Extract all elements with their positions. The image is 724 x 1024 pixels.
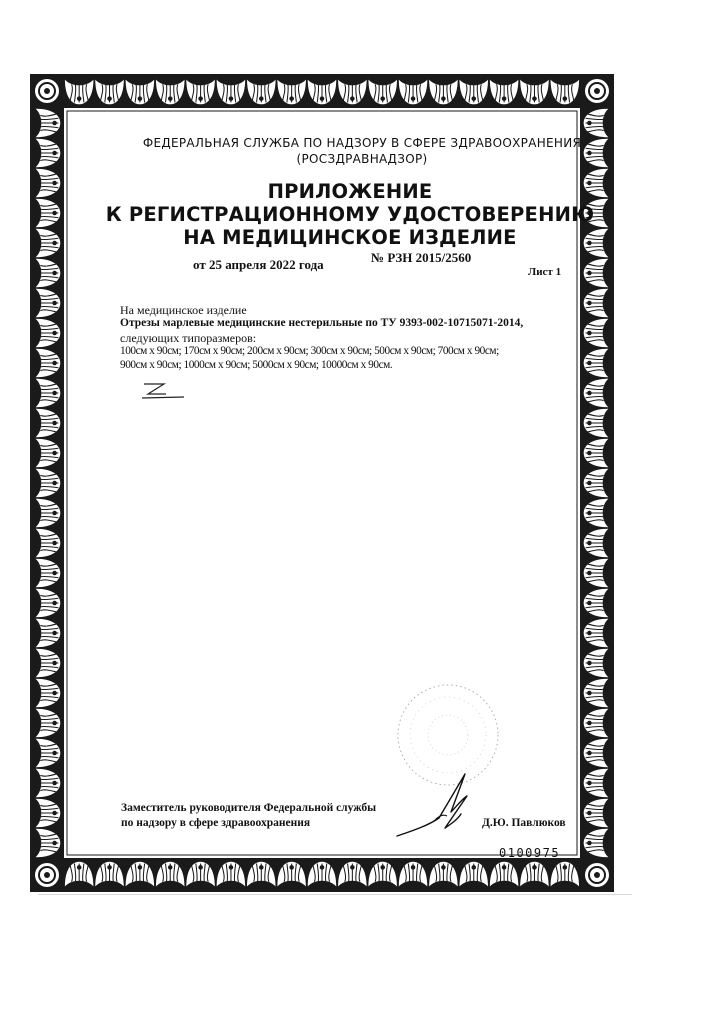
document-title-line2: К РЕГИСТРАЦИОННОМУ УДОСТОВЕРЕНИЮ [105, 203, 595, 226]
document-title-line3: НА МЕДИЦИНСКОЕ ИЗДЕЛИЕ [183, 226, 517, 249]
document-title-line1: ПРИЛОЖЕНИЕ [267, 180, 433, 203]
end-mark-scribble [140, 378, 186, 404]
handwritten-signature [395, 770, 485, 840]
registration-number: № РЗН 2015/2560 [371, 250, 472, 265]
product-name: Отрезы марлевые медицинские нестерильные по ТУ 9393-002-10715071-2014, [120, 317, 524, 329]
signatory-position-line2: по надзору в сфере здравоохранения [121, 817, 311, 829]
issue-date: от 25 апреля 2022 года [193, 257, 324, 272]
sizes-line-2: 900см x 90см; 1000см x 90см; 5000см x 90см; 10000см x 90см. [120, 359, 393, 371]
intro-text: На медицинское изделие [120, 303, 247, 317]
form-serial-number: 0100975 [499, 846, 561, 860]
agency-name-line1: ФЕДЕРАЛЬНАЯ СЛУЖБА ПО НАДЗОРУ В СФЕРЕ ЗДРАВООХРАНЕНИЯ [142, 136, 582, 150]
sizes-line-1: 100см x 90см; 170см x 90см; 200см x 90см; 300см x 90см; 500см x 90см; 700см x 90см; [120, 345, 499, 357]
signatory-name: Д.Ю. Павлюков [482, 817, 566, 829]
scan-edge-line [38, 894, 632, 895]
signatory-position-line1: Заместитель руководителя Федеральной службы [121, 802, 377, 814]
sheet-number: Лист 1 [528, 266, 562, 278]
sizes-intro: следующих типоразмеров: [120, 331, 257, 345]
agency-name-line2: (РОСЗДРАВНАДЗОР) [296, 152, 428, 166]
